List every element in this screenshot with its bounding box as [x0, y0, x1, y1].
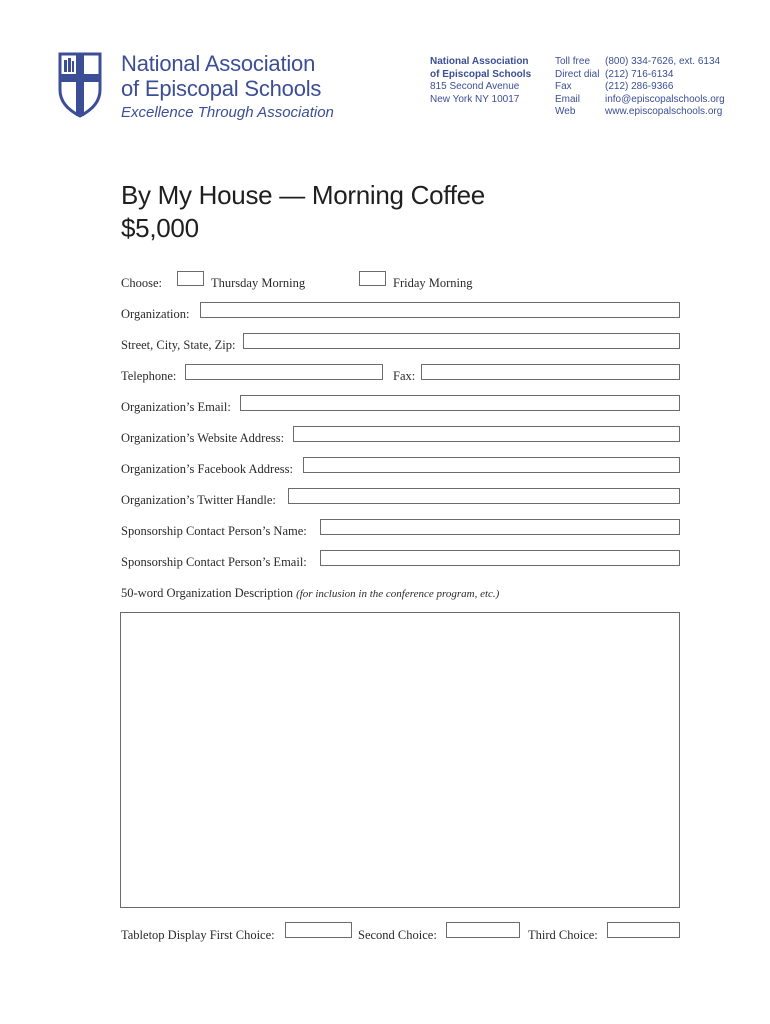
organization-label: Organization:: [121, 307, 190, 321]
contact-value-email[interactable]: info@episcopalschools.org: [605, 93, 725, 105]
tabletop-second-field[interactable]: [446, 922, 520, 938]
sponsorship-price: $5,000: [121, 213, 199, 243]
telephone-field[interactable]: [185, 364, 383, 380]
telephone-label: Telephone:: [121, 369, 177, 383]
description-label: 50-word Organization Description: [121, 586, 293, 600]
address-line2: of Episcopal Schools: [430, 68, 532, 80]
contact-email-label: Sponsorship Contact Person’s Email:: [121, 555, 307, 569]
street-label: Street, City, State, Zip:: [121, 338, 236, 352]
page-title: By My House — Morning Coffee: [121, 180, 485, 210]
fax-field[interactable]: [421, 364, 680, 380]
org-name-line1: National Association: [121, 51, 316, 76]
mailing-address: [430, 56, 531, 106]
contact-name-label: Sponsorship Contact Person’s Name:: [121, 524, 307, 538]
address-line3: 815 Second Avenue: [430, 81, 520, 92]
facebook-label: Organization’s Facebook Address:: [121, 462, 293, 476]
contact-value-direct: (212) 716-6134: [605, 68, 674, 80]
org-name-line2: of Episcopal Schools: [121, 76, 322, 101]
contact-label: Direct dial: [555, 68, 600, 80]
email-field[interactable]: [240, 395, 680, 411]
tagline: Excellence Through Association: [121, 104, 334, 121]
tabletop-third-label: Third Choice:: [528, 928, 598, 942]
naes-shield-logo: [58, 52, 102, 118]
website-field[interactable]: [293, 426, 680, 442]
description-textarea[interactable]: [120, 612, 680, 908]
contact-label: Fax: [555, 81, 572, 92]
street-field[interactable]: [243, 333, 680, 349]
contact-label: Email: [555, 93, 581, 105]
friday-label: Friday Morning: [393, 276, 473, 290]
contact-name-field[interactable]: [320, 519, 680, 535]
website-label: Organization’s Website Address:: [121, 431, 285, 445]
contact-label: Toll free: [555, 56, 591, 67]
contact-value-web[interactable]: www.episcopalschools.org: [605, 106, 723, 117]
twitter-label: Organization’s Twitter Handle:: [121, 493, 276, 507]
address-line4: New York NY 10017: [430, 93, 520, 105]
tabletop-first-field[interactable]: [285, 922, 352, 938]
contact-label: Web: [555, 106, 576, 117]
contact-value-tollfree: (800) 334-7626, ext. 6134: [605, 56, 721, 67]
tabletop-third-field[interactable]: [607, 922, 680, 938]
contact-values: [605, 56, 725, 119]
description-heading: [121, 586, 499, 601]
twitter-field[interactable]: [288, 488, 680, 504]
fax-label: Fax:: [393, 369, 416, 383]
friday-checkbox[interactable]: [359, 271, 386, 286]
tabletop-first-label: Tabletop Display First Choice:: [121, 928, 275, 942]
address-line1: National Association: [430, 56, 529, 67]
facebook-field[interactable]: [303, 457, 680, 473]
organization-field[interactable]: [200, 302, 680, 318]
contact-value-fax: (212) 286-9366: [605, 81, 674, 92]
thursday-label: Thursday Morning: [211, 276, 306, 290]
choose-label: Choose:: [121, 276, 162, 290]
contact-email-field[interactable]: [320, 550, 680, 566]
tabletop-second-label: Second Choice:: [358, 928, 437, 942]
contact-labels: [555, 56, 599, 119]
description-note: (for inclusion in the conference program, etc.): [296, 588, 500, 600]
email-label: Organization’s Email:: [121, 400, 231, 414]
thursday-checkbox[interactable]: [177, 271, 204, 286]
